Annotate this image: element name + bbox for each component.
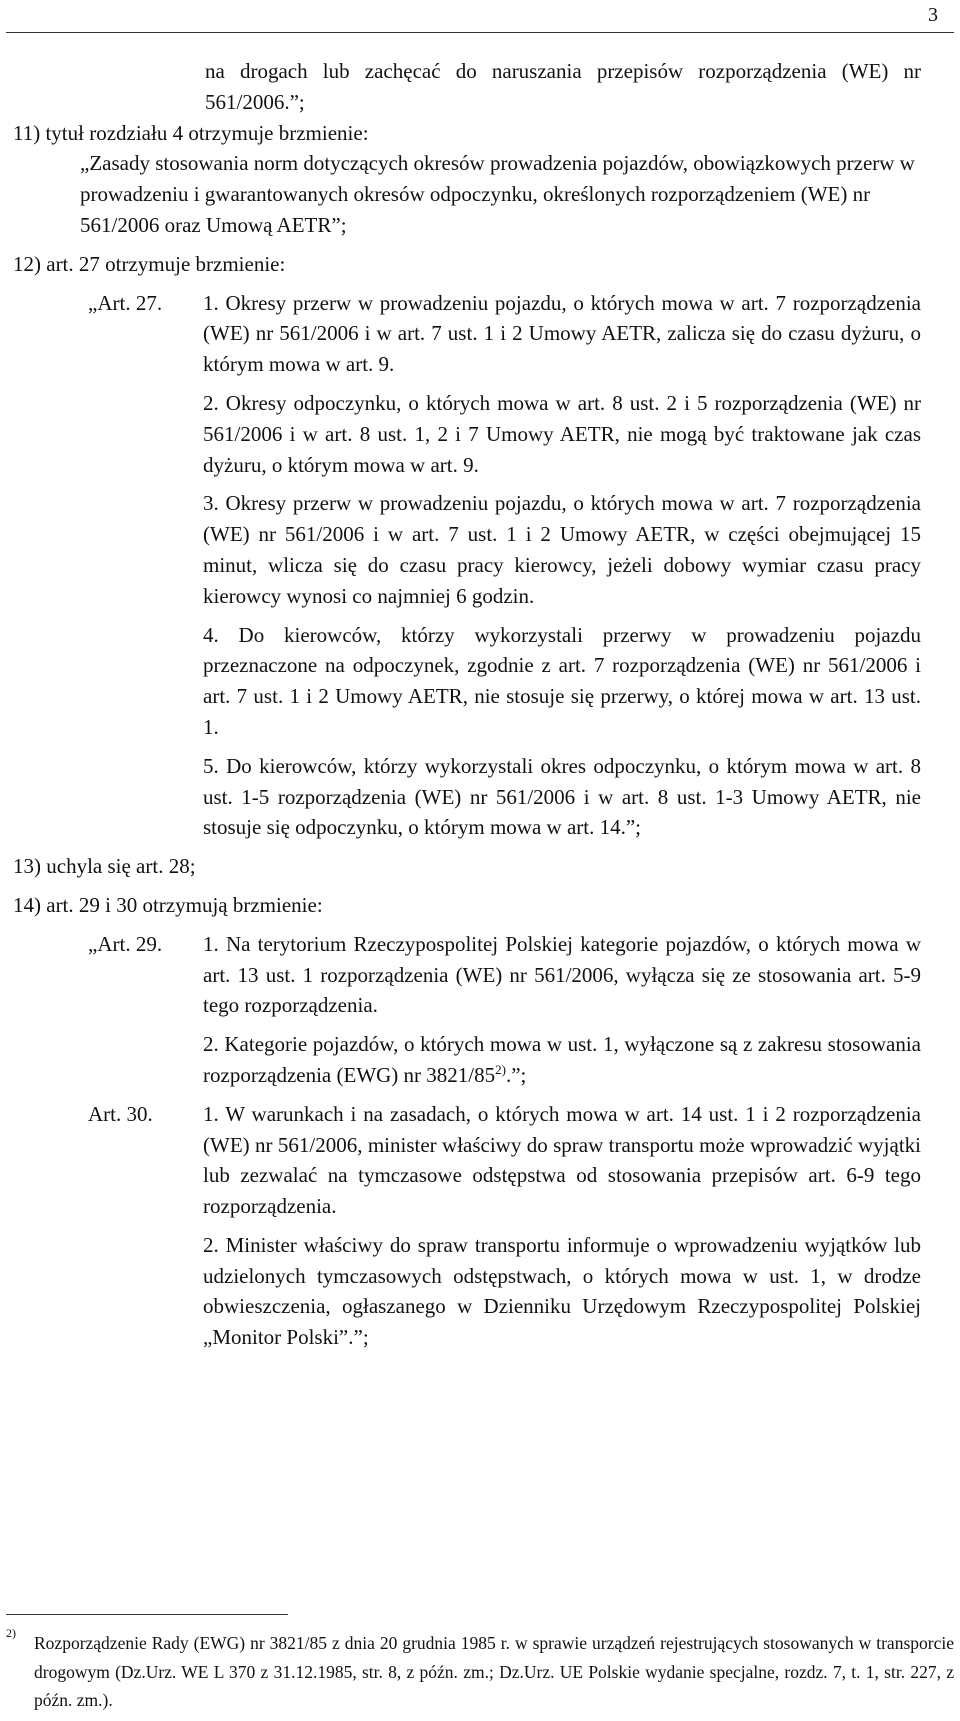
article-27-paragraph-3: 3. Okresy przerw w prowadzeniu pojazdu, o których mowa w art. 7 rozporządzenia (WE) nr 561/2006 i w art. 7 ust. 1 i 2 Umowy AETR, w części obejmującej 15 minut, wlicza się do czasu pracy kierowcy, jeżeli dobowy wymiar czasu pracy kierowcy wynosi co najmniej 6 godzin. (203, 491, 921, 608)
footnote-reference: 2) (495, 1061, 506, 1077)
body-text (0, 56, 960, 1353)
item-11-intro: 11) tytuł rozdziału 4 otrzymuje brzmienie: (13, 120, 369, 145)
article-29-paragraph-2 (203, 1029, 921, 1091)
page-number: 3 (928, 4, 938, 26)
article-29-paragraph-1-text: 1. Na terytorium Rzeczypospolitej Polskiej kategorie pojazdów, o których mowa w art. 13 ust. 1 rozporządzenia (WE) nr 561/2006, wyłącza się ze stosowania art. 5-9 tego rozporządzenia. (203, 931, 921, 1018)
item-12-intro: 12) art. 27 otrzymuje brzmienie: (13, 251, 286, 276)
article-30-heading: Art. 30. (88, 1101, 158, 1126)
header-rule (6, 32, 954, 33)
article-27-heading: „Art. 27. (88, 290, 168, 315)
article-29-paragraph-1 (88, 929, 921, 1021)
article-30-paragraph-1-text: 1. W warunkach i na zasadach, o których mowa w art. 14 ust. 1 i 2 rozporządzenia (WE) nr 561/2006, minister właściwy do spraw transportu może wprowadzić wyjątki lub zezwalać na tymczasowe odstępstwa od stosowania przepisów art. 6-9 tego rozporządzenia. (203, 1101, 921, 1219)
article-29-paragraph-2-text: 2. Kategorie pojazdów, o których mowa w ust. 1, wyłączone są z zakresu stosowania rozporządzenia (EWG) nr 3821/85 (203, 1032, 921, 1087)
footnote-separator (6, 1614, 288, 1615)
item-14-intro: 14) art. 29 i 30 otrzymują brzmienie: (13, 892, 323, 917)
article-27-paragraph-1 (88, 288, 921, 380)
footnote-text: Rozporządzenie Rady (EWG) nr 3821/85 z dnia 20 grudnia 1985 r. w sprawie urządzeń rejestrujących stosowanych w transporcie drogowym (Dz.Urz. WE L 370 z 31.12.1985, str. 8, z późn. zm.; Dz.Urz. UE Polskie wydanie specjalne, rozdz. 7, t. 1, str. 227, z późn. zm.). (34, 1633, 954, 1710)
article-29-paragraph-2-end: .”; (505, 1062, 527, 1087)
article-30-paragraph-2: 2. Minister właściwy do spraw transportu informuje o wprowadzeniu wyjątków lub udzielonych tymczasowych odstępstwach, o których mowa w ust. 1, w drodze obwieszczenia, ogłaszanego w Dzienniku Urzędowym Rzeczypospolitej Polskiej „Monitor Polski”.”; (203, 1232, 921, 1350)
item-13: 13) uchyla się art. 28; (13, 854, 196, 879)
article-27-paragraph-1-text: 1. Okresy przerw w prowadzeniu pojazdu, o których mowa w art. 7 rozporządzenia (WE) nr 561/2006 i w art. 7 ust. 1 i 2 Umowy AETR, zalicza się do czasu dyżuru, o którym mowa w art. 9. (203, 290, 921, 377)
article-30-paragraph-1 (88, 1099, 921, 1222)
footnote-mark: 2) (6, 1626, 16, 1640)
item-11-quoted-title: „Zasady stosowania norm dotyczących okresów prowadzenia pojazdów, obowiązkowych przerw w prowadzeniu i gwarantowanych okresów odpoczynku, określonych rozporządzeniem (WE) nr 561/2006 oraz Umową AETR”; (80, 151, 915, 237)
article-27-paragraph-2: 2. Okresy odpoczynku, o których mowa w art. 8 ust. 2 i 5 rozporządzenia (WE) nr 561/2006 i w art. 8 ust. 1, 2 i 7 Umowy AETR, nie mogą być traktowane jak czas dyżuru, o którym mowa w art. 9. (203, 390, 921, 477)
article-27-paragraph-5: 5. Do kierowców, którzy wykorzystali okres odpoczynku, o którym mowa w art. 8 ust. 1-5 rozporządzenia (WE) nr 561/2006 i w art. 8 ust. 1-3 Umowy AETR, nie stosuje się odpoczynku, o którym mowa w art. 14.”; (203, 753, 921, 840)
paragraph-continuation: na drogach lub zachęcać do naruszania przepisów rozporządzenia (WE) nr 561/2006.”; (205, 59, 921, 114)
article-29-heading: „Art. 29. (88, 931, 168, 956)
article-27-paragraph-4: 4. Do kierowców, którzy wykorzystali przerwy w prowadzeniu pojazdu przeznaczone na odpoczynek, zgodnie z art. 7 rozporządzenia (WE) nr 561/2006 i art. 7 ust. 1 i 2 Umowy AETR, nie stosuje się przerwy, o której mowa w art. 13 ust. 1. (203, 622, 921, 739)
footnote (0, 1626, 960, 1715)
